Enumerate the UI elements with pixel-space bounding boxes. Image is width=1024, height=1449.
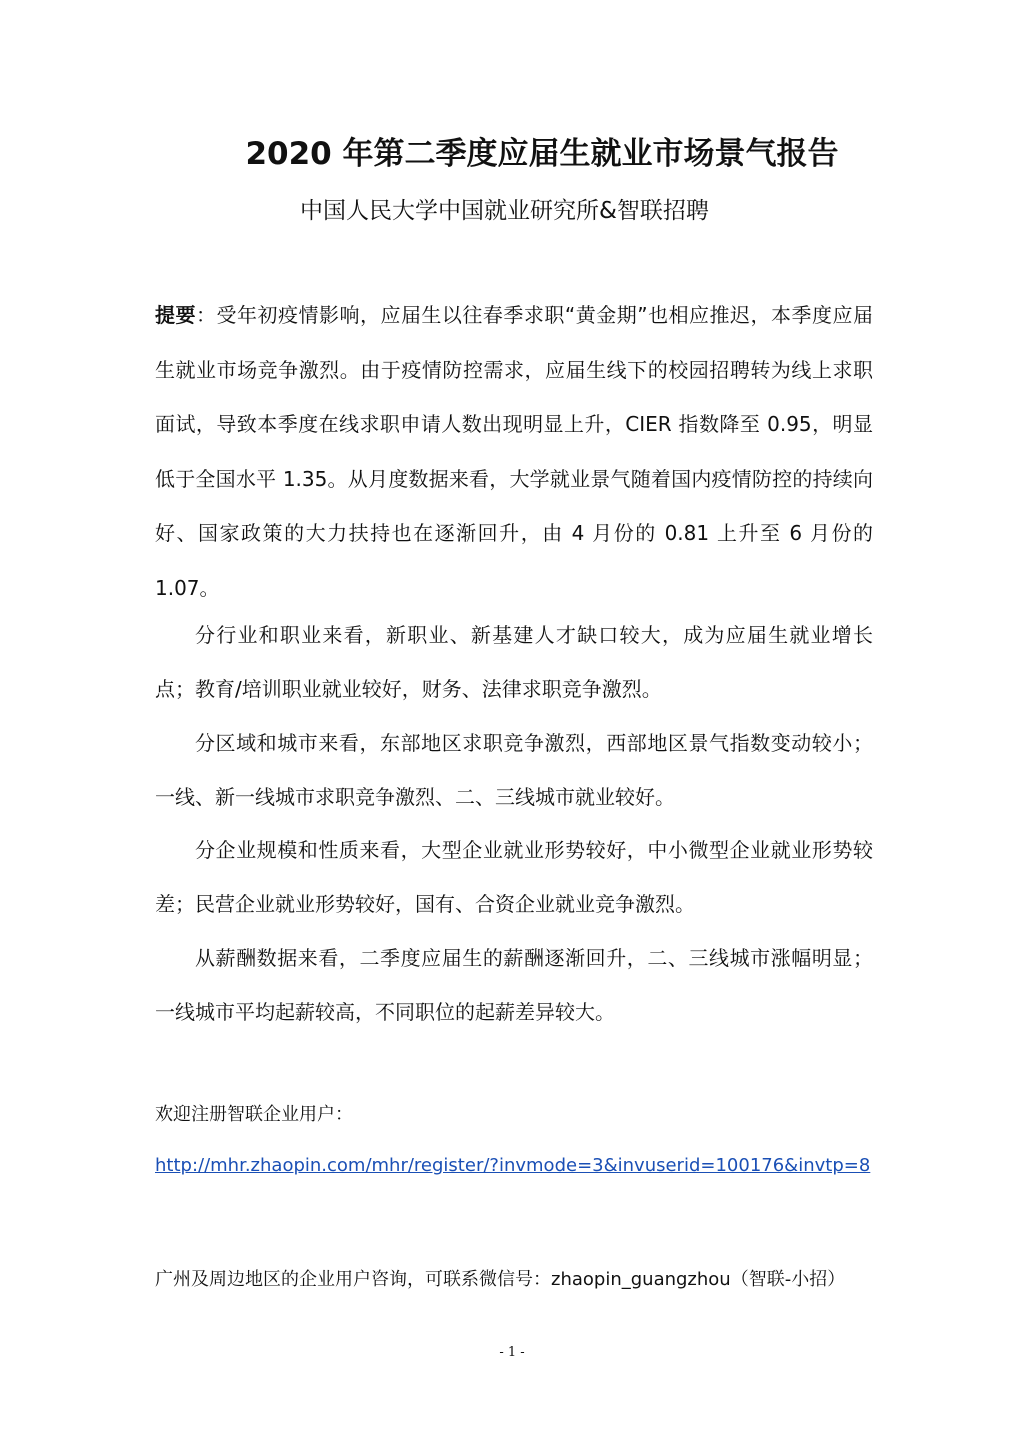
report-title: 2020 年第二季度应届生就业市场景气报告 — [245, 136, 839, 172]
paragraph-enterprise: 分企业规模和性质来看，大型企业就业形势较好，中小微型企业就业形势较差；民营企业就业形势较好，国有、合资企业就业竞争激烈。 — [155, 838, 873, 916]
abstract-separator: ： — [196, 303, 217, 327]
paragraph-region: 分区域和城市来看，东部地区求职竞争激烈，西部地区景气指数变动较小；一线、新一线城市求职竞争激烈、二、三线城市就业较好。 — [155, 731, 873, 809]
contact-text: 广州及周边地区的企业用户咨询，可联系微信号：zhaopin_guangzhou（智联-小招） — [155, 1269, 846, 1290]
paragraph-salary: 从薪酬数据来看，二季度应届生的薪酬逐渐回升，二、三线城市涨幅明显；一线城市平均起薪较高，不同职位的起薪差异较大。 — [155, 946, 873, 1024]
abstract-label: 提要 — [155, 303, 196, 327]
abstract-text: 受年初疫情影响，应届生以往春季求职“黄金期”也相应推迟，本季度应届生就业市场竞争激烈。由于疫情防控需求，应届生线下的校园招聘转为线上求职面试，导致本季度在线求职申请人数出现明显上升，CIER 指数降至 0.95，明显低于全国水平 1.35。从月度数据来看，大学就业景气随着国内疫情防控的持续向好、国家政策的大力扶持也在逐渐回升，由 4 月份的 0.81 上升至 6 月份的 1.07。 — [155, 303, 874, 600]
report-subtitle: 中国人民大学中国就业研究所&智联招聘 — [300, 198, 709, 224]
register-link[interactable]: http://mhr.zhaopin.com/mhr/register/?invmode=3&invuserid=100176&invtp=8 — [155, 1155, 871, 1176]
paragraph-industry: 分行业和职业来看，新职业、新基建人才缺口较大，成为应届生就业增长点；教育/培训职业就业较好，财务、法律求职竞争激烈。 — [155, 623, 873, 701]
welcome-text: 欢迎注册智联企业用户： — [155, 1104, 353, 1125]
abstract-paragraph — [155, 288, 873, 615]
page-number: - 1 - — [499, 1345, 525, 1360]
